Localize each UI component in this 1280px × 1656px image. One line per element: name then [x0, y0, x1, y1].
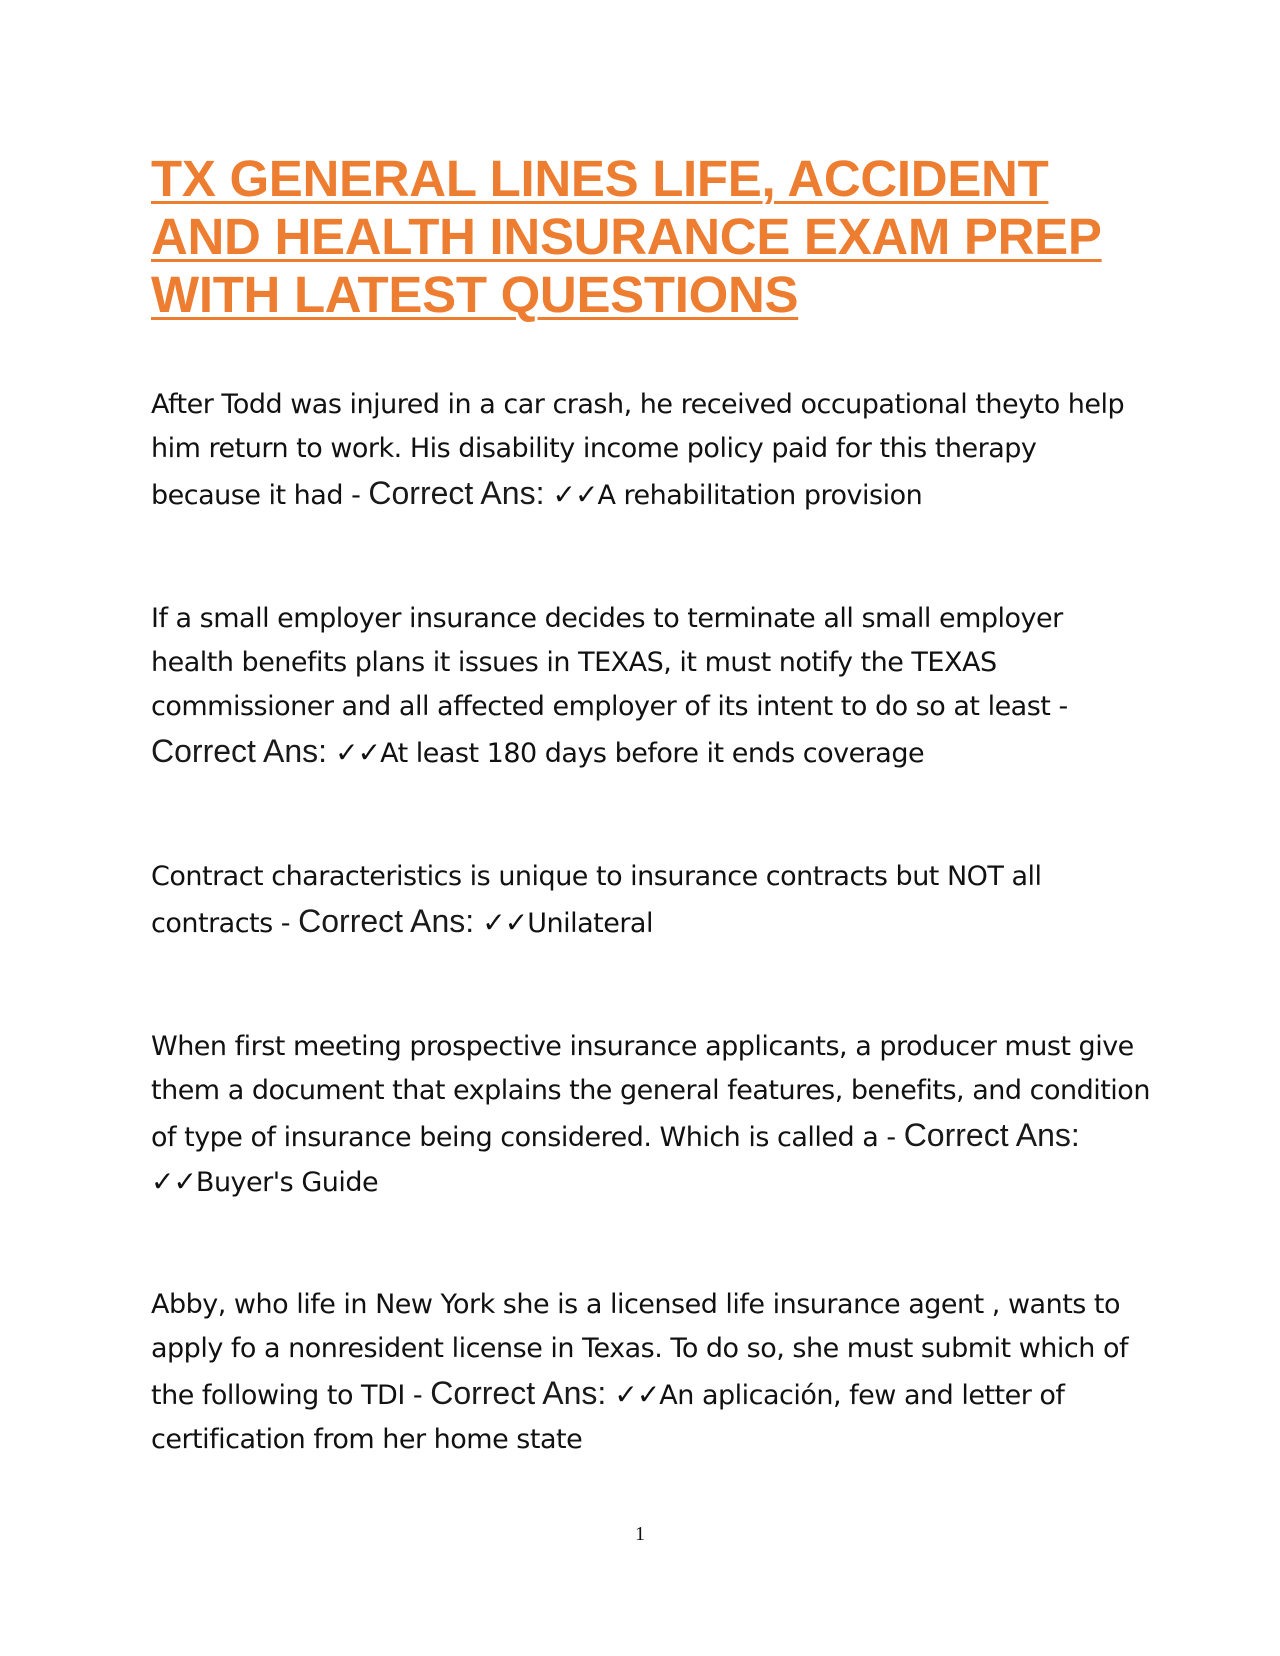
answer-text: Unilateral: [527, 908, 653, 939]
answer-text: An aplicación, few and letter of certification from her home state: [151, 1380, 1065, 1455]
answer-label: Correct Ans:: [430, 1375, 607, 1411]
document-title: TX GENERAL LINES LIFE, ACCIDENT AND HEALTH INSURANCE EXAM PREP WITH LATEST QUESTIONS: [151, 150, 1102, 323]
qa-item: [151, 1025, 1151, 1205]
answer-text: At least 180 days before it ends coverage: [380, 738, 925, 769]
question-text: Contract characteristics is unique to insurance contracts but NOT all contracts -: [151, 861, 1042, 939]
question-text: After Todd was injured in a car crash, he received occupational theyto help him return to work. His disability income policy paid for this therapy because it had -: [151, 389, 1125, 511]
answer-label: Correct Ans:: [151, 733, 328, 769]
qa-item: [151, 1283, 1151, 1462]
double-check-icon: ✓✓: [552, 478, 598, 511]
question-text: If a small employer insurance decides to terminate all small employer health benefits plans it issues in TEXAS, it must notify the TEXAS commissioner and all affected employer of its intent to do so at least -: [151, 603, 1068, 722]
answer-text: A rehabilitation provision: [597, 480, 923, 511]
answer-text: Buyer's Guide: [195, 1167, 379, 1198]
double-check-icon: ✓✓: [335, 736, 381, 769]
answer-label: Correct Ans:: [368, 475, 545, 511]
question-text: Abby, who life in New York she is a licensed life insurance agent , wants to apply fo a nonresident license in Texas. To do so, she must submit which of the following to TDI -: [151, 1289, 1128, 1411]
answer-label: Correct Ans:: [298, 903, 475, 939]
double-check-icon: ✓✓: [614, 1378, 660, 1411]
double-check-icon: ✓✓: [151, 1165, 196, 1198]
qa-item: [151, 597, 1151, 776]
question-text: When first meeting prospective insurance applicants, a producer must give them a document that explains the general features, benefits, and condition of type of insurance being considered. Which is called a -: [151, 1031, 1150, 1153]
answer-label: Correct Ans:: [903, 1117, 1080, 1153]
qa-item: [151, 383, 1151, 518]
page-number: 1: [635, 1523, 645, 1545]
qa-item: [151, 855, 1151, 946]
double-check-icon: ✓✓: [482, 906, 528, 939]
